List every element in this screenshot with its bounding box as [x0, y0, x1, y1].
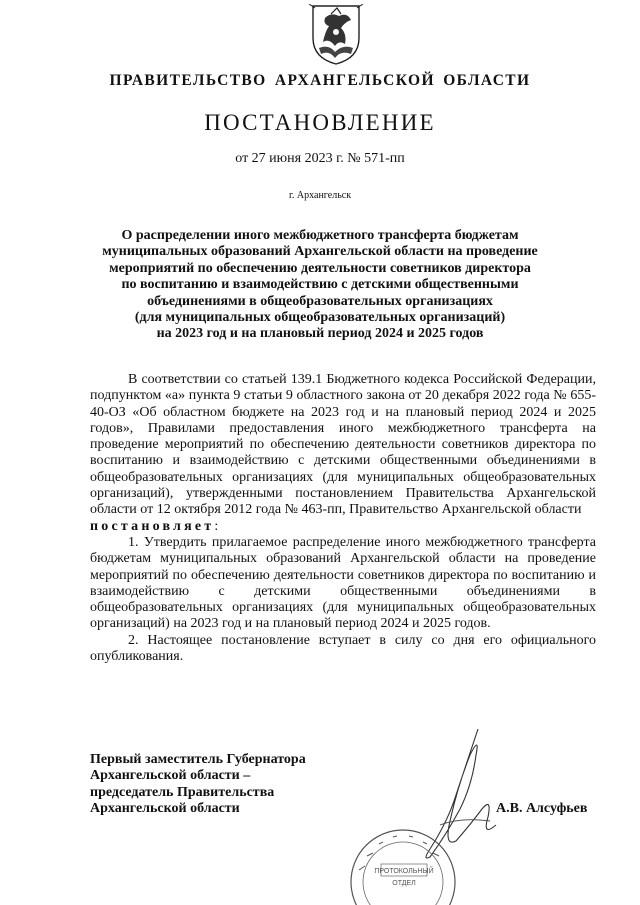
signatory-position [90, 752, 306, 818]
document-type: ПОСТАНОВЛЕНИЕ [204, 110, 436, 135]
decree-colon: : [214, 518, 219, 534]
document-title [60, 228, 580, 343]
intro-text: В соответствии со статьей 139.1 Бюджетного кодекса Российской Федерации, подпунктом «а» пункта 9 статьи 9 областного закона от 20 декабря 2022 года № 655-40-ОЗ «Об областном бюджете на 2023 год и на плановый период 2024 и 2025 годов», Правилами предоставления иного межбюджетного трансферта на проведение мероприятий по обеспечению деятельности советников директора по воспитанию и взаимодействию с детскими общественными объединениями в общеобразовательных организациях (для муниципальных общеобразовательных организаций), утвержденными постановлением Правительства Архангельской области от 12 октября 2012 года № 463-пп, Правительство Архангельской области [90, 372, 596, 518]
title-line: мероприятий по обеспечению деятельности советников директора [109, 260, 531, 276]
title-line: О распределении иного межбюджетного трансферта бюджетам [121, 228, 519, 243]
title-line: муниципальных образований Архангельской области на проведение [102, 244, 538, 260]
stamp-line-2: ОТДЕЛ [392, 880, 416, 887]
title-line: по воспитанию и взаимодействию с детскими общественными [121, 277, 519, 293]
official-stamp-icon [345, 820, 460, 905]
title-line: (для муниципальных общеобразовательных организаций) [134, 310, 506, 326]
document-body [90, 372, 596, 665]
decree-word: постановляет [90, 518, 215, 534]
title-line: на 2023 год и на плановый период 2024 и 2025 годов [156, 326, 484, 342]
item-2-paragraph: 2. Настоящее постановление вступает в силу со дня его официального опубликования. [90, 632, 596, 665]
position-line: председатель Правительства [90, 784, 275, 800]
title-line: объединениями в общеобразовательных организациях [147, 293, 493, 309]
position-line: Первый заместитель Губернатора [90, 752, 306, 767]
government-name: ПРАВИТЕЛЬСТВО АРХАНГЕЛЬСКОЙ ОБЛАСТИ [109, 72, 531, 89]
stamp-line-1: ПРОТОКОЛЬНЫЙ [374, 868, 434, 875]
position-line: Архангельской области – [90, 768, 251, 784]
intro-paragraph [90, 372, 596, 519]
document-city: г. Архангельск [288, 190, 352, 201]
position-line: Архангельской области [90, 801, 240, 817]
signatory-name: А.В. Алсуфьев [496, 801, 588, 816]
document-date-number: от 27 июня 2023 г. № 571-пп [235, 151, 405, 166]
item-1-paragraph: 1. Утвердить прилагаемое распределение иного межбюджетного трансферта бюджетам муниципальных образований Архангельской области на проведение мероприятий по обеспечению деятельности советников директора по воспитанию и взаимодействию с детскими общественными объединениями в общеобразовательных организациях (для муниципальных общеобразовательных организаций) на 2023 год и на плановый период 2024 и 2025 годов. [90, 534, 596, 632]
coat-of-arms-icon [295, 4, 377, 66]
decree-line [90, 519, 596, 535]
